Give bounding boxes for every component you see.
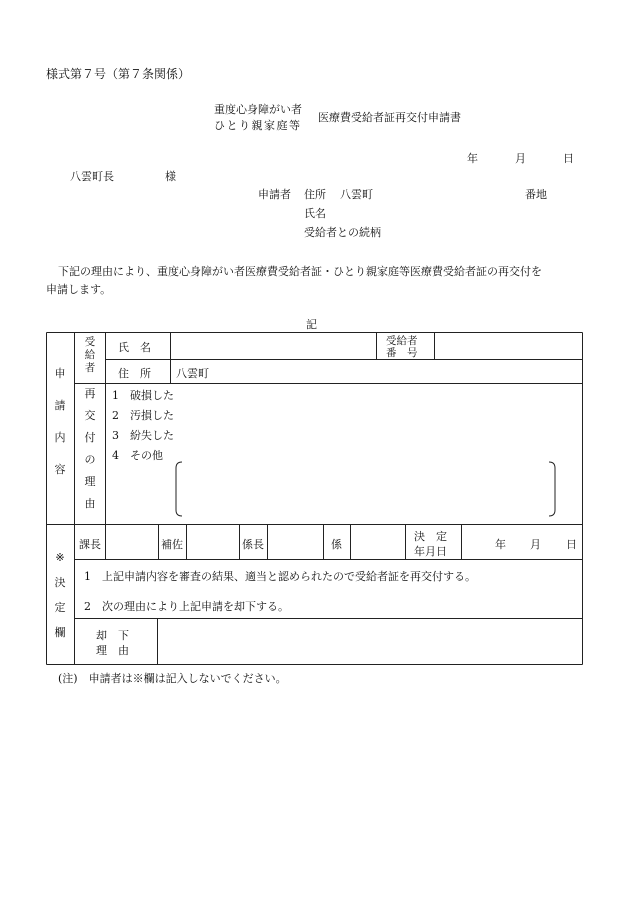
addressee-name: 八雲町長 bbox=[70, 170, 114, 183]
decision-date-day: 日 bbox=[566, 538, 577, 551]
date-month: 月 bbox=[515, 152, 526, 165]
applicant-label: 申請者 bbox=[258, 188, 291, 201]
reason-item-4: 4 その他 bbox=[112, 449, 163, 462]
recipient-number-label-1: 受給者 bbox=[386, 335, 418, 347]
date-day: 日 bbox=[563, 152, 574, 165]
date-year: 年 bbox=[467, 152, 478, 165]
reject-label-2: 理 由 bbox=[96, 644, 129, 657]
title-line2: ひとり親家庭等 bbox=[214, 119, 302, 132]
applicant-banchi: 番地 bbox=[525, 188, 547, 201]
reject-label-1: 却 下 bbox=[96, 629, 129, 642]
decision-date-month: 月 bbox=[530, 538, 541, 551]
reason-item-3: 3 紛失した bbox=[112, 429, 174, 442]
decision-date-year: 年 bbox=[495, 538, 506, 551]
address-label: 住 所 bbox=[118, 367, 151, 380]
body-text-line2: 申請します。 bbox=[46, 283, 112, 296]
name-label: 氏 名 bbox=[118, 341, 151, 354]
applicant-name-label: 氏名 bbox=[304, 207, 326, 220]
addressee-honorific: 様 bbox=[165, 170, 176, 183]
decision-option-1: 1 上記申請内容を審査の結果、適当と認められたので受給者証を再交付する。 bbox=[84, 570, 476, 583]
decision-date-label-2: 年月日 bbox=[414, 545, 447, 558]
decision-date-label-1: 決 定 bbox=[414, 530, 447, 543]
reason-item-1: 1 破損した bbox=[112, 389, 174, 402]
applicant-address-label: 住所 bbox=[304, 188, 326, 201]
role-hosa: 補佐 bbox=[161, 538, 183, 551]
ki-label: 記 bbox=[306, 318, 317, 331]
note: (注) 申請者は※欄は記入しないでください。 bbox=[58, 672, 287, 685]
form-table bbox=[46, 332, 583, 665]
decision-option-2: 2 次の理由により上記申請を却下する。 bbox=[84, 600, 289, 613]
title-main: 医療費受給者証再交付申請書 bbox=[318, 111, 461, 124]
body-text-line1: 下記の理由により、重度心身障がい者医療費受給者証・ひとり親家庭等医療費受給者証の再交付を bbox=[58, 265, 542, 278]
role-kacho: 課長 bbox=[79, 538, 101, 551]
role-kakari: 係 bbox=[331, 538, 342, 551]
applicant-address-value: 八雲町 bbox=[340, 188, 373, 201]
recipient-number-label-2: 番 号 bbox=[386, 347, 418, 359]
address-value: 八雲町 bbox=[176, 367, 209, 380]
applicant-relation-label: 受給者との続柄 bbox=[304, 226, 381, 239]
table-grid bbox=[46, 332, 583, 665]
reason-item-2: 2 汚損した bbox=[112, 409, 174, 422]
role-kakaricho: 係長 bbox=[242, 538, 264, 551]
reason-label: 再 交 付 の 理 由 bbox=[84, 387, 96, 510]
form-number: 様式第７号（第７条関係） bbox=[46, 67, 191, 81]
title-line1: 重度心身障がい者 bbox=[214, 103, 302, 116]
application-section-label: 申 請 内 容 bbox=[54, 367, 66, 476]
decision-section-label: ※ 決 定 欄 bbox=[54, 551, 66, 639]
recipient-label: 受 給 者 bbox=[84, 336, 96, 374]
